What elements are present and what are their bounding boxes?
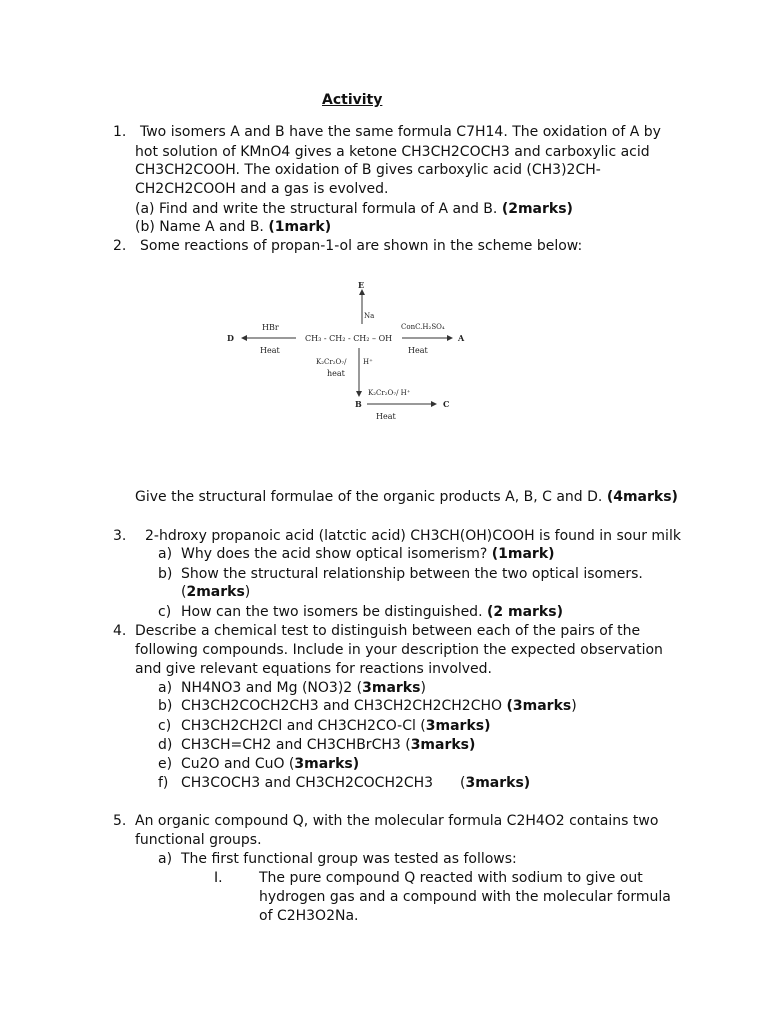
q3-b-marks-line	[181, 583, 250, 602]
q3-a	[181, 545, 555, 564]
reaction-scheme	[222, 276, 472, 426]
q1-line-3: CH3CH2COOH. The oxidation of B gives carboxylic acid (CH3)2CH-	[135, 162, 601, 178]
q1-line-1: Two isomers A and B have the same formula C7H14. The oxidation of A by	[140, 124, 661, 140]
q3-b-label: b)	[158, 566, 173, 582]
label-heat-left: Heat	[260, 346, 280, 355]
q3-text: 2-hdroxy propanoic acid (latctic acid) CH3CH(OH)COOH is found in sour milk	[145, 528, 681, 544]
q2-text: Some reactions of propan-1-ol are shown in the scheme below:	[140, 238, 583, 254]
q4-b-label: b)	[158, 698, 173, 714]
label-na: Na	[364, 312, 375, 320]
q4-line-2: following compounds. Include in your description the expected observation	[135, 642, 663, 658]
q3-b-open: (	[181, 584, 187, 600]
q4-f-marks-line	[460, 774, 530, 793]
q4-f-text: CH3COCH3 and CH3CH2COCH2CH3	[181, 775, 434, 791]
label-a: A	[458, 333, 465, 343]
q4-c-marks: 3marks)	[425, 718, 491, 734]
label-hbr: HBr	[262, 323, 279, 332]
q1-line-2: hot solution of KMnO4 gives a ketone CH3CH2COCH3 and carboxylic acid	[135, 144, 650, 160]
label-c: C	[443, 399, 450, 409]
q5-line-1: An organic compound Q, with the molecular formula C2H4O2 contains two	[135, 813, 659, 829]
label-d: D	[227, 333, 234, 343]
q3-b-close: )	[244, 584, 251, 600]
q5-i-line-3: of C2H3O2Na.	[259, 908, 359, 924]
q3-b-marks: 2marks	[186, 584, 245, 600]
q4-a-close: )	[420, 680, 426, 696]
q4-b-close: )	[571, 698, 577, 714]
q3-a-marks: (1mark)	[491, 546, 555, 562]
q4-f-marks: 3marks)	[465, 775, 531, 791]
q1-part-a	[135, 200, 573, 219]
q4-f-open: (	[460, 775, 466, 791]
q4-b-text: CH3CH2COCH2CH3 and CH3CH2CH2CH2CHO	[181, 698, 507, 714]
q1-line-4: CH2CH2COOH and a gas is evolved.	[135, 181, 389, 197]
q5-line-2: functional groups.	[135, 832, 262, 848]
q5-a-text: The first functional group was tested as follows:	[181, 851, 517, 867]
q4-c	[181, 717, 491, 736]
q3-c-label: c)	[158, 604, 172, 620]
q1-number: 1.	[113, 124, 127, 140]
q4-b	[181, 697, 577, 716]
q4-d	[181, 736, 475, 755]
q5-number: 5.	[113, 813, 127, 829]
label-conc: ConC.H₂SO₄	[401, 323, 445, 331]
q4-a-text: NH4NO3 and Mg (NO3)2 (	[181, 680, 363, 696]
q4-a-marks: 3marks	[362, 680, 421, 696]
q3-a-label: a)	[158, 546, 173, 562]
label-b: B	[355, 399, 362, 409]
q4-line-3: and give relevant equations for reactions involved.	[135, 661, 493, 677]
label-heat-right: Heat	[408, 346, 428, 355]
q4-e-text: Cu2O and CuO (	[181, 756, 295, 772]
q3-a-text: Why does the acid show optical isomerism?	[181, 546, 488, 562]
label-heat-bottom: Heat	[376, 412, 396, 421]
label-h-down: H⁺	[363, 358, 373, 366]
q2-instruction	[135, 488, 678, 507]
q3-c-text: How can the two isomers be distinguished.	[181, 604, 483, 620]
q5-i-line-1: The pure compound Q reacted with sodium to give out	[259, 870, 643, 886]
q4-e-marks: 3marks)	[294, 756, 360, 772]
q1-part-a-text: (a) Find and write the structural formula of A and B.	[135, 201, 498, 217]
label-propanol: CH₃ - CH₂ - CH₂ – OH	[305, 334, 393, 343]
q4-b-marks: (3marks	[506, 698, 572, 714]
q4-e-label: e)	[158, 756, 173, 772]
q5-i-label: I.	[214, 870, 223, 886]
q3-c-marks: (2 marks)	[486, 604, 563, 620]
q4-a-label: a)	[158, 680, 173, 696]
label-heat-down: heat	[327, 369, 345, 378]
q2-marks: (4marks)	[606, 489, 678, 505]
q4-d-marks: 3marks)	[410, 737, 476, 753]
label-e: E	[358, 280, 365, 290]
q2-number: 2.	[113, 238, 127, 254]
q4-d-text: CH3CH=CH2 and CH3CHBrCH3 (	[181, 737, 411, 753]
q1-part-a-marks: (2marks)	[501, 201, 573, 217]
q1-part-b	[135, 218, 331, 237]
label-k2cr2o7-bottom: K₂Cr₂O₇/ H⁺	[368, 389, 411, 397]
q4-c-text: CH3CH2CH2Cl and CH3CH2CO-Cl (	[181, 718, 426, 734]
q1-part-b-marks: (1mark)	[268, 219, 332, 235]
q4-d-label: d)	[158, 737, 173, 753]
q4-line-1: Describe a chemical test to distinguish between each of the pairs of the	[135, 623, 641, 639]
q4-e	[181, 755, 359, 774]
label-k2cr2o7-down: K₂Cr₂O₇/	[316, 358, 347, 366]
q2-instruction-text: Give the structural formulae of the organic products A, B, C and D.	[135, 489, 603, 505]
page-title: Activity	[322, 92, 383, 108]
q4-number: 4.	[113, 623, 127, 639]
q4-a	[181, 679, 426, 698]
q4-c-label: c)	[158, 718, 172, 734]
q3-number: 3.	[113, 528, 127, 544]
q3-c	[181, 603, 563, 622]
q1-part-b-text: (b) Name A and B.	[135, 219, 264, 235]
q5-a-label: a)	[158, 851, 173, 867]
q4-f-label: f)	[158, 775, 169, 791]
q3-b-text: Show the structural relationship between the two optical isomers.	[181, 566, 643, 582]
q5-i-line-2: hydrogen gas and a compound with the molecular formula	[259, 889, 671, 905]
